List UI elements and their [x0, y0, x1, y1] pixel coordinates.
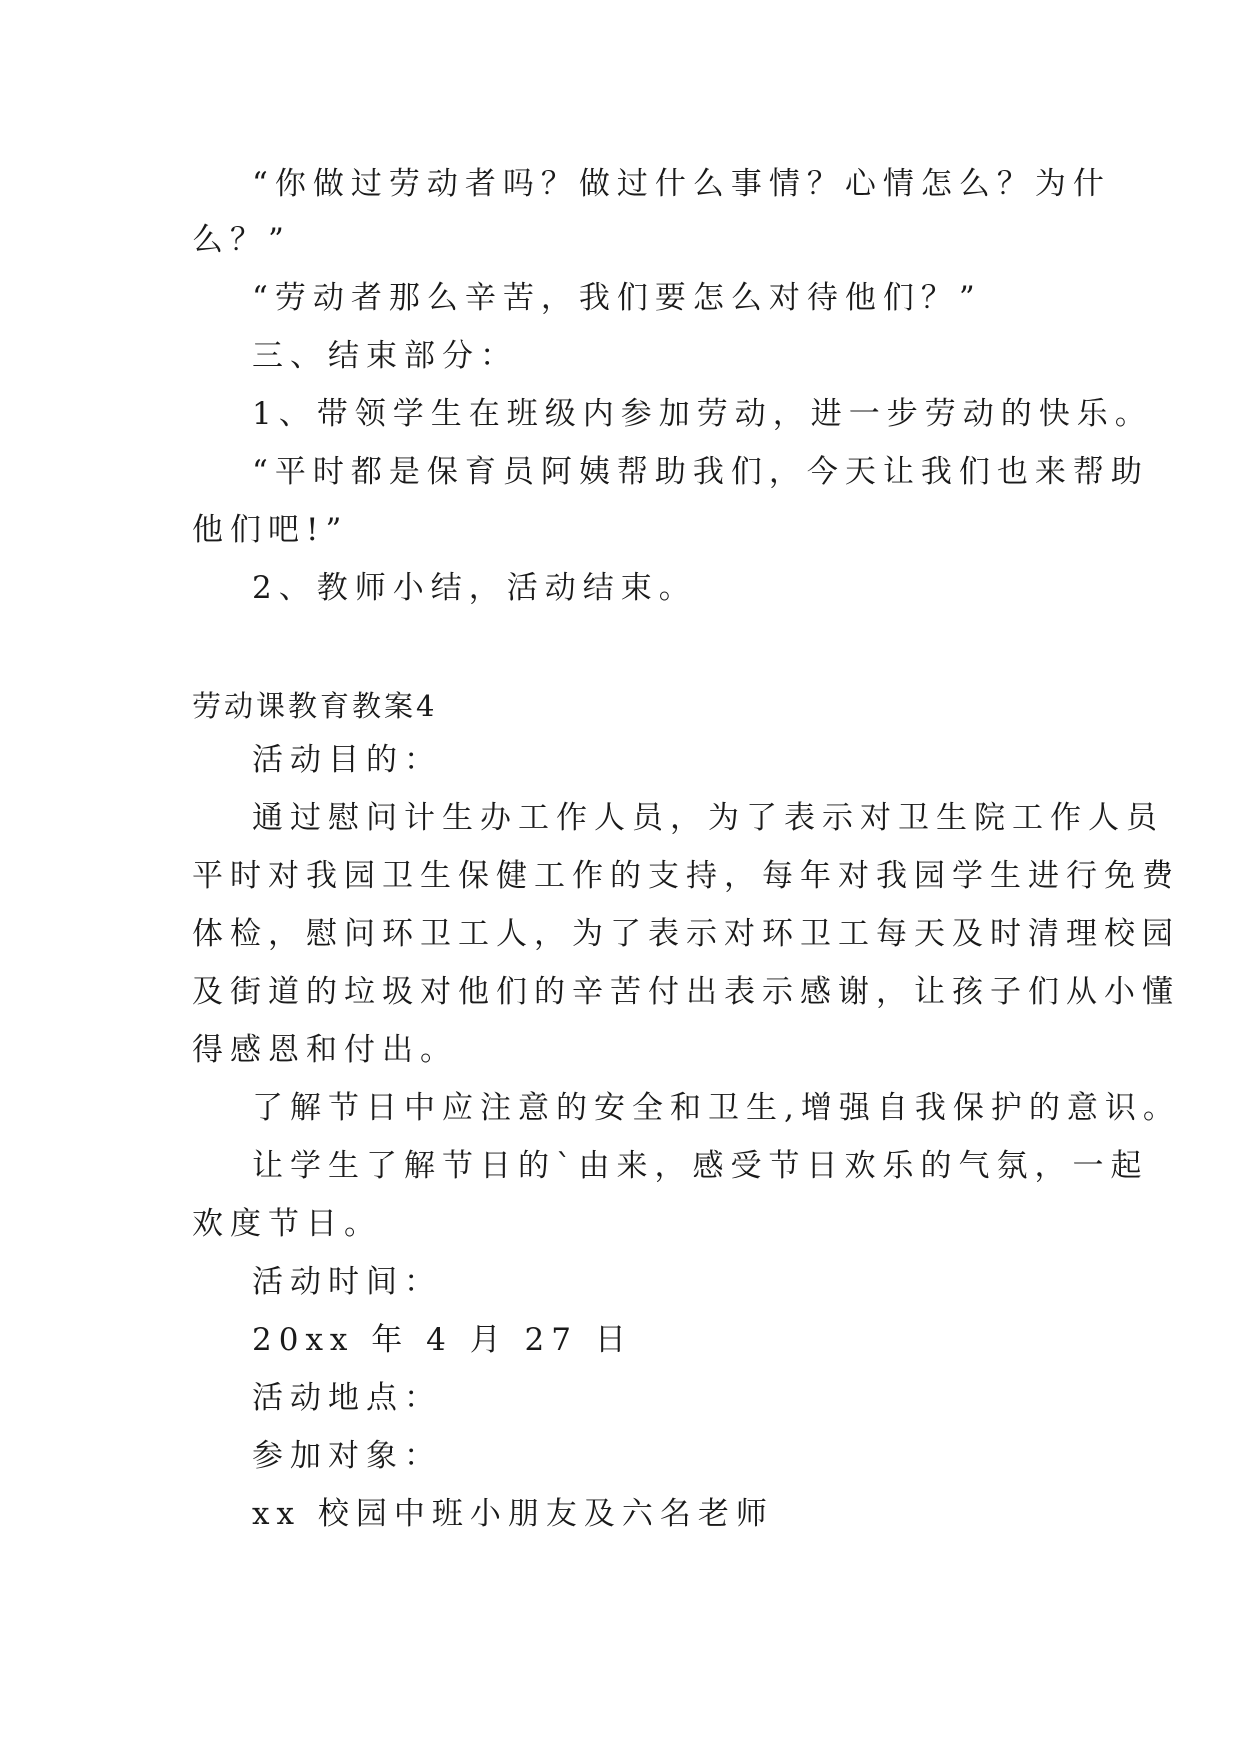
activity-date: 20xx 年 4 月 27 日	[252, 1322, 633, 1358]
list-item: 1、带领学生在班级内参加劳动，进一步劳动的快乐。	[252, 396, 1153, 432]
section-heading: 三、结束部分：	[252, 338, 518, 374]
paragraph-line: 了解节日中应注意的安全和卫生,增强自我保护的意识。	[252, 1090, 1181, 1126]
section-heading: 活动时间：	[252, 1264, 442, 1300]
paragraph-line: 体检，慰问环卫工人，为了表示对环卫工每天及时清理校园	[192, 916, 1180, 952]
list-item: 2、教师小结，活动结束。	[252, 570, 697, 606]
section-heading: 活动目的：	[252, 742, 442, 778]
paragraph-line: 么？”	[192, 222, 291, 258]
paragraph-line: “平时都是保育员阿姨帮助我们，今天让我们也来帮助	[252, 454, 1149, 490]
section-heading: 参加对象：	[252, 1438, 442, 1474]
paragraph-line: “你做过劳动者吗？做过什么事情？心情怎么？为什	[252, 166, 1111, 202]
paragraph-line: 及街道的垃圾对他们的辛苦付出表示感谢，让孩子们从小懂	[192, 974, 1180, 1010]
paragraph-line: “劳动者那么辛苦，我们要怎么对待他们？”	[252, 280, 982, 316]
paragraph-line: 得感恩和付出。	[192, 1032, 458, 1068]
participants-text: xx 校园中班小朋友及六名老师	[252, 1496, 774, 1532]
paragraph-line: 通过慰问计生办工作人员，为了表示对卫生院工作人员	[252, 800, 1164, 836]
paragraph-line: 欢度节日。	[192, 1206, 382, 1242]
paragraph-line: 平时对我园卫生保健工作的支持，每年对我园学生进行免费	[192, 858, 1180, 894]
paragraph-line: 让学生了解节日的`由来，感受节日欢乐的气氛，一起	[252, 1148, 1149, 1184]
section-heading: 活动地点：	[252, 1380, 442, 1416]
paragraph-line: 他们吧!”	[192, 512, 349, 548]
lesson-title: 劳动课教育教案4	[192, 689, 438, 723]
